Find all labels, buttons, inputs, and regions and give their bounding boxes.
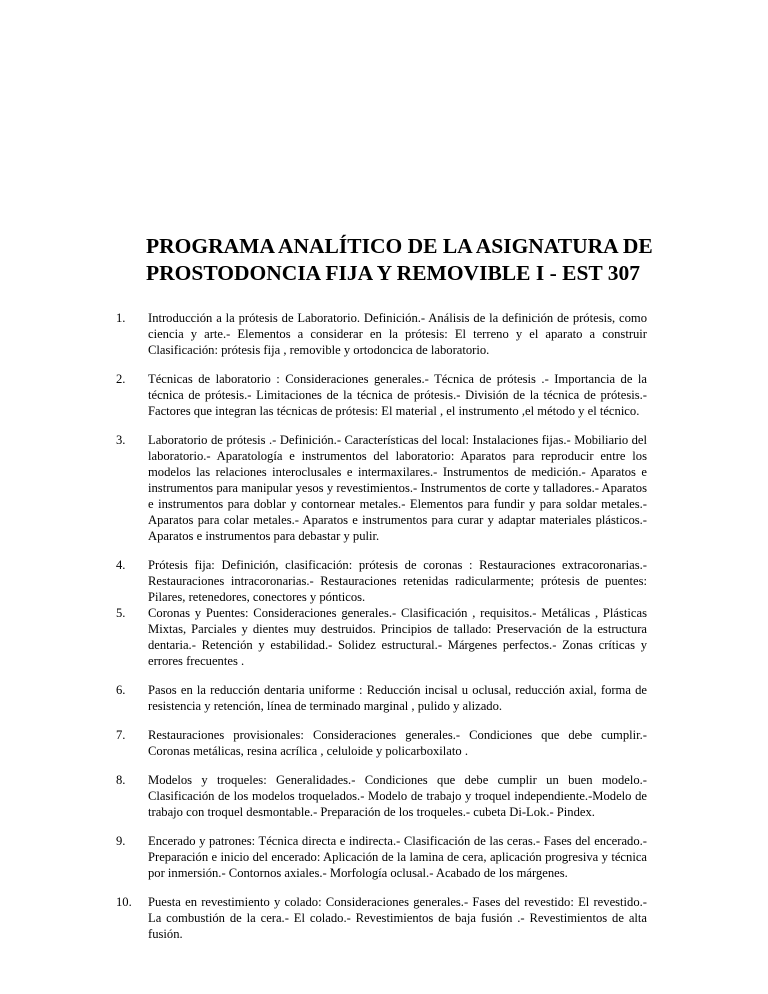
- item-text: Laboratorio de prótesis .- Definición.- Características del local: Instalaciones fijas.- Mobiliario del laboratorio.- Aparatología e instrumentos del laboratorio: Aparatos para reproducir entre los modelos las relaciones interoclusales e intermaxilares.- Instrumentos de medición.- Aparatos e instrumentos para manipular yesos y revestimientos.- Instrumentos de corte y talladores.- Aparatos e instrumentos para doblar y contornear metales.- Elementos para fundir y para soldar metales.- Aparatos para colar metales.- Aparatos e instrumentos para curar y adaptar materiales plásticos.- Aparatos e instrumentos para debastar y pulir.: [148, 433, 647, 543]
- syllabus-list: [116, 310, 647, 955]
- item-text: Coronas y Puentes: Consideraciones generales.- Clasificación , requisitos.- Metálicas , Plásticas Mixtas, Parciales y dientes muy destruidos. Principios de tallado: Preservación de la estructura dentaria.- Retención y estabilidad.- Solidez estructural.- Márgenes perfectos.- Zonas críticas y errores frecuentes .: [148, 606, 647, 668]
- item-number: 5.: [116, 606, 126, 620]
- list-item: [116, 557, 647, 605]
- list-item: [116, 432, 647, 544]
- item-text: Prótesis fija: Definición, clasificación: prótesis de coronas : Restauraciones extracoronarias.- Restauraciones intracoronarias.- Restauraciones retenidas radicularmente; prótesis de puentes: Pilares, retenedores, conectores y pónticos.: [148, 558, 647, 604]
- item-number: 1.: [116, 311, 126, 325]
- list-item: [116, 682, 647, 714]
- list-item: [116, 833, 647, 881]
- item-number: 10.: [116, 895, 132, 909]
- item-text: Pasos en la reducción dentaria uniforme : Reducción incisal u oclusal, reducción axial, forma de resistencia y retención, línea de terminado marginal , pulido y alizado.: [148, 683, 647, 713]
- item-number: 6.: [116, 683, 126, 697]
- item-text: Restauraciones provisionales: Consideraciones generales.- Condiciones que debe cumplir.- Coronas metálicas, resina acrílica , celuloide y policarboxilato .: [148, 728, 647, 758]
- item-number: 2.: [116, 372, 126, 386]
- list-item: [116, 605, 647, 669]
- item-text: Técnicas de laboratorio : Consideraciones generales.- Técnica de prótesis .- Importancia de la técnica de prótesis.- Limitaciones de la técnica de prótesis.- División de la técnica de prótesis.- Factores que integran las técnicas de prótesis: El material , el instrumento ,el método y el técnico.: [148, 372, 647, 418]
- item-text: Encerado y patrones: Técnica directa e indirecta.- Clasificación de las ceras.- Fases del encerado.- Preparación e inicio del encerado: Aplicación de la lamina de cera, aplicación progresiva y técnica por inmersión.- Contornos axiales.- Morfología oclusal.- Acabado de los márgenes.: [148, 834, 647, 880]
- item-text: Modelos y troqueles: Generalidades.- Condiciones que debe cumplir un buen modelo.- Clasificación de los modelos troquelados.- Modelo de trabajo y troquel independiente.-Modelo de trabajo con troquel desmontable.- Preparación de los troqueles.- cubeta Di-Lok.- Pindex.: [148, 773, 647, 819]
- item-number: 9.: [116, 834, 126, 848]
- list-item: [116, 894, 647, 942]
- document-title: [146, 233, 706, 287]
- title-line-1: PROGRAMA ANALÍTICO DE LA ASIGNATURA DE: [146, 234, 653, 258]
- item-text: Puesta en revestimiento y colado: Consideraciones generales.- Fases del revestido: El revestido.- La combustión de la cera.- El colado.- Revestimientos de baja fusión .- Revestimientos de alta fusión.: [148, 895, 647, 941]
- item-text: Introducción a la prótesis de Laboratorio. Definición.- Análisis de la definición de prótesis, como ciencia y arte.- Elementos a considerar en la prótesis: El terreno y el aparato a construir Clasificación: prótesis fija , removible y ortodoncica de laboratorio.: [148, 311, 647, 357]
- item-number: 3.: [116, 433, 126, 447]
- title-line-2: PROSTODONCIA FIJA Y REMOVIBLE I - EST 307: [146, 261, 640, 285]
- list-item: [116, 371, 647, 419]
- list-item: [116, 310, 647, 358]
- list-item: [116, 772, 647, 820]
- item-number: 4.: [116, 558, 126, 572]
- list-item: [116, 727, 647, 759]
- item-number: 8.: [116, 773, 126, 787]
- item-number: 7.: [116, 728, 126, 742]
